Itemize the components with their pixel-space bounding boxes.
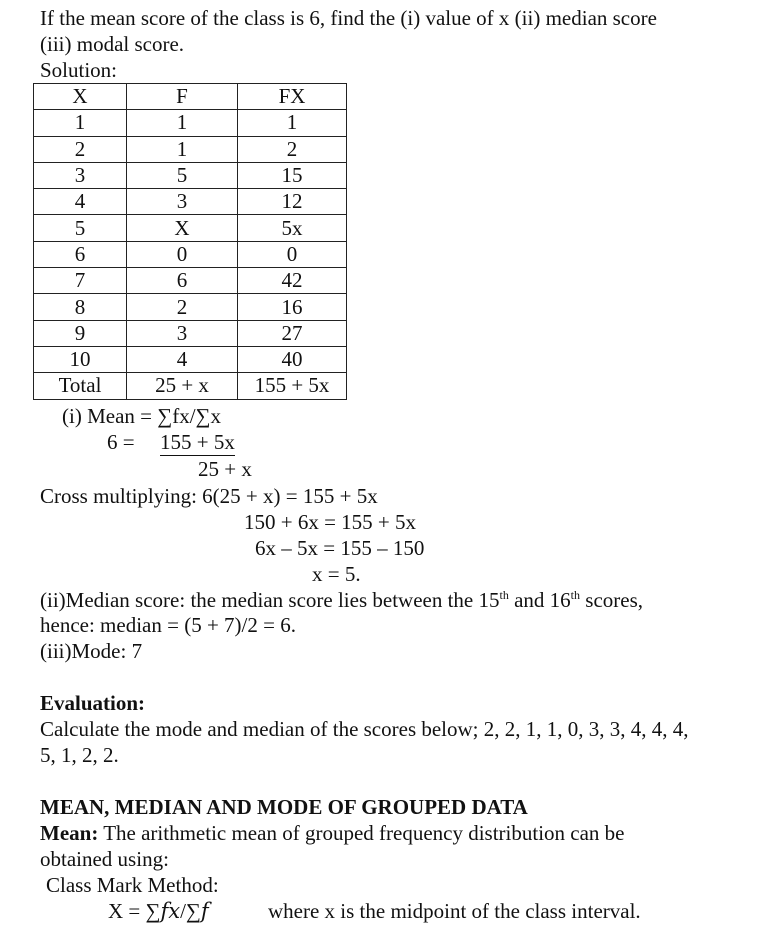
mean-formula: (i) Mean = ∑fx/∑x <box>62 404 221 428</box>
table-header-row <box>34 84 347 110</box>
step-3: x = 5. <box>312 562 361 586</box>
table-row <box>34 189 347 215</box>
total-label: Total <box>34 373 127 399</box>
cell-x: 1 <box>34 110 127 136</box>
table-row <box>34 215 347 241</box>
step-1: 150 + 6x = 155 + 5x <box>244 510 417 534</box>
median-line-1: (ii)Median score: the median score lies between the 15th and 16th scores, <box>40 588 643 612</box>
frequency-table <box>33 83 347 400</box>
formula-note: where x is the midpoint of the class interval. <box>268 899 641 923</box>
cell-fx: 27 <box>238 320 347 346</box>
cell-x: 2 <box>34 136 127 162</box>
step-2: 6x – 5x = 155 – 150 <box>255 536 425 560</box>
evaluation-heading: Evaluation: <box>40 691 146 715</box>
evaluation-line-1: Calculate the mode and median of the scores below; 2, 2, 1, 1, 0, 3, 3, 4, 4, 4, <box>40 717 689 741</box>
equation-denominator: 25 + x <box>198 457 252 481</box>
solution-label: Solution: <box>40 58 118 82</box>
evaluation-line-2: 5, 1, 2, 2. <box>40 743 119 767</box>
cross-multiplying: Cross multiplying: 6(25 + x) = 155 + 5x <box>40 484 378 508</box>
table-row <box>34 162 347 188</box>
cell-fx: 1 <box>238 110 347 136</box>
cell-x: 4 <box>34 189 127 215</box>
cell-fx: 15 <box>238 162 347 188</box>
table-row <box>34 241 347 267</box>
mean-definition-line-1: Mean: The arithmetic mean of grouped frequency distribution can be <box>40 821 625 845</box>
cell-x: 8 <box>34 294 127 320</box>
cell-f: 6 <box>127 268 238 294</box>
class-mark-method: Class Mark Method: <box>46 873 219 897</box>
total-fx: 155 + 5x <box>238 373 347 399</box>
table-row <box>34 346 347 372</box>
grouped-data-heading: MEAN, MEDIAN AND MODE OF GROUPED DATA <box>40 795 528 819</box>
cell-x: 6 <box>34 241 127 267</box>
cell-x: 5 <box>34 215 127 241</box>
cell-f: 5 <box>127 162 238 188</box>
cell-f: X <box>127 215 238 241</box>
cell-f: 2 <box>127 294 238 320</box>
cell-f: 3 <box>127 320 238 346</box>
table-row <box>34 320 347 346</box>
equation-numerator: 155 + 5x <box>160 430 235 454</box>
header-f: F <box>127 84 238 110</box>
cell-x: 10 <box>34 346 127 372</box>
table-row <box>34 136 347 162</box>
total-f: 25 + x <box>127 373 238 399</box>
cell-fx: 12 <box>238 189 347 215</box>
cell-x: 9 <box>34 320 127 346</box>
cell-f: 3 <box>127 189 238 215</box>
cell-x: 3 <box>34 162 127 188</box>
table-total-row <box>34 373 347 399</box>
cell-f: 1 <box>127 110 238 136</box>
question-line-2: (iii) modal score. <box>40 32 185 56</box>
cell-fx: 40 <box>238 346 347 372</box>
mode-answer: (iii)Mode: 7 <box>40 639 143 663</box>
cell-fx: 16 <box>238 294 347 320</box>
cell-f: 1 <box>127 136 238 162</box>
equation-lhs: 6 = <box>107 430 135 454</box>
median-line-2: hence: median = (5 + 7)/2 = 6. <box>40 613 296 637</box>
class-mark-formula: X = ∑𝑓𝑥/∑𝑓 <box>108 899 209 923</box>
question-line-1: If the mean score of the class is 6, find the (i) value of x (ii) median score <box>40 6 657 30</box>
table-row <box>34 110 347 136</box>
header-x: X <box>34 84 127 110</box>
table-row <box>34 294 347 320</box>
cell-f: 4 <box>127 346 238 372</box>
header-fx: FX <box>238 84 347 110</box>
cell-fx: 5x <box>238 215 347 241</box>
cell-fx: 42 <box>238 268 347 294</box>
mean-definition-line-2: obtained using: <box>40 847 169 871</box>
table-row <box>34 268 347 294</box>
cell-x: 7 <box>34 268 127 294</box>
cell-fx: 2 <box>238 136 347 162</box>
cell-f: 0 <box>127 241 238 267</box>
cell-fx: 0 <box>238 241 347 267</box>
